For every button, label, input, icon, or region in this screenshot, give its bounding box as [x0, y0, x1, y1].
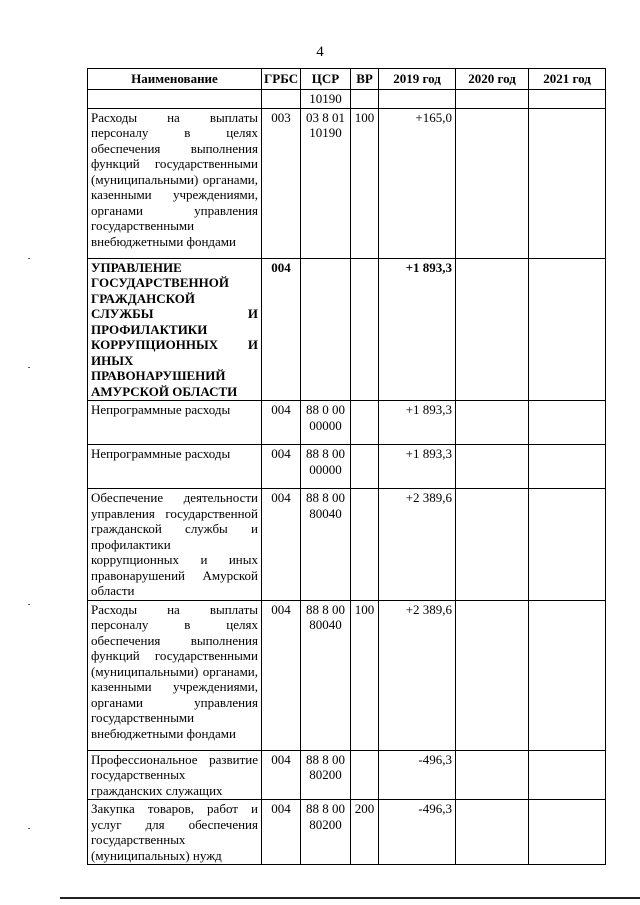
table-row	[88, 90, 606, 109]
row-amount-2021	[529, 445, 606, 489]
table-row	[88, 401, 606, 445]
row-name: УПРАВЛЕНИЕ ГОСУДАРСТВЕННОЙ ГРАЖДАНСКОЙ СЛУЖБЫ И ПРОФИЛАКТИКИ КОРРУПЦИОННЫХ И ИНЫХ ПРАВОНАРУШЕНИЙ АМУРСКОЙ ОБЛАСТИ	[88, 258, 262, 401]
row-amount-2020	[456, 401, 529, 445]
row-amount-2019: +2 389,6	[379, 600, 456, 750]
row-name: Закупка товаров, работ и услуг для обеспечения государственных (муниципальных) нужд	[88, 800, 262, 865]
row-vr	[351, 750, 379, 800]
row-vr	[351, 445, 379, 489]
row-amount-2021	[529, 489, 606, 601]
column-header-vr: ВР	[351, 69, 379, 90]
row-vr	[351, 258, 379, 401]
row-amount-2020	[456, 750, 529, 800]
row-vr	[351, 401, 379, 445]
row-grbs: 004	[262, 445, 301, 489]
row-grbs: 004	[262, 750, 301, 800]
table-header-row	[88, 69, 606, 90]
row-amount-2021	[529, 258, 606, 401]
row-csr: 88 8 00 80040	[301, 489, 351, 601]
row-grbs: 003	[262, 108, 301, 258]
row-amount-2021	[529, 600, 606, 750]
scan-mark	[28, 367, 30, 368]
row-vr: 100	[351, 600, 379, 750]
row-csr: 88 8 00 80200	[301, 750, 351, 800]
row-csr: 88 8 00 80040	[301, 600, 351, 750]
row-amount-2020	[456, 445, 529, 489]
row-amount-2019: +1 893,3	[379, 401, 456, 445]
table-row	[88, 489, 606, 601]
column-header-name: Наименование	[88, 69, 262, 90]
scan-mark	[28, 604, 30, 605]
row-vr	[351, 489, 379, 601]
table-row	[88, 800, 606, 865]
scan-mark	[28, 828, 30, 829]
row-amount-2020	[456, 489, 529, 601]
row-grbs: 004	[262, 800, 301, 865]
table-body	[88, 90, 606, 865]
row-name: Расходы на выплаты персоналу в целях обеспечения выполнения функций государственными (муниципальными) органами, казенными учреждениями, органами управления государственными внебюджетными фондами	[88, 108, 262, 258]
row-amount-2021	[529, 401, 606, 445]
row-name: Профессиональное развитие государственных гражданских служащих	[88, 750, 262, 800]
row-vr: 200	[351, 800, 379, 865]
row-csr: 10190	[301, 90, 351, 109]
row-name: Обеспечение деятельности управления государственной гражданской службы и профилактики коррупционных и иных правонарушений Амурской области	[88, 489, 262, 601]
row-grbs: 004	[262, 489, 301, 601]
page-number: 4	[316, 44, 324, 60]
table-row	[88, 445, 606, 489]
row-csr: 88 0 00 00000	[301, 401, 351, 445]
table-row	[88, 750, 606, 800]
row-amount-2020	[456, 90, 529, 109]
column-header-grbs: ГРБС	[262, 69, 301, 90]
row-grbs	[262, 90, 301, 109]
row-grbs: 004	[262, 258, 301, 401]
row-amount-2019: +1 893,3	[379, 258, 456, 401]
row-amount-2021	[529, 90, 606, 109]
row-csr: 88 8 00 80200	[301, 800, 351, 865]
row-name: Расходы на выплаты персоналу в целях обеспечения выполнения функций государственными (муниципальными) органами, казенными учреждениями, органами управления государственными внебюджетными фондами	[88, 600, 262, 750]
column-header-2020: 2020 год	[456, 69, 529, 90]
row-vr: 100	[351, 108, 379, 258]
row-name: Непрограммные расходы	[88, 445, 262, 489]
scan-edge-line	[60, 897, 640, 899]
row-csr: 03 8 01 10190	[301, 108, 351, 258]
row-amount-2019: +2 389,6	[379, 489, 456, 601]
table-row	[88, 258, 606, 401]
row-csr	[301, 258, 351, 401]
table-row	[88, 600, 606, 750]
row-amount-2019: -496,3	[379, 750, 456, 800]
row-name: Непрограммные расходы	[88, 401, 262, 445]
row-amount-2021	[529, 750, 606, 800]
row-amount-2021	[529, 108, 606, 258]
row-csr: 88 8 00 00000	[301, 445, 351, 489]
row-amount-2020	[456, 600, 529, 750]
row-vr	[351, 90, 379, 109]
scan-mark	[28, 258, 30, 259]
row-amount-2020	[456, 800, 529, 865]
row-amount-2019: +165,0	[379, 108, 456, 258]
row-amount-2019	[379, 90, 456, 109]
column-header-2019: 2019 год	[379, 69, 456, 90]
column-header-2021: 2021 год	[529, 69, 606, 90]
row-grbs: 004	[262, 600, 301, 750]
column-header-csr: ЦСР	[301, 69, 351, 90]
row-amount-2020	[456, 258, 529, 401]
row-amount-2019: -496,3	[379, 800, 456, 865]
table-row	[88, 108, 606, 258]
row-name	[88, 90, 262, 109]
row-amount-2019: +1 893,3	[379, 445, 456, 489]
row-amount-2021	[529, 800, 606, 865]
row-amount-2020	[456, 108, 529, 258]
budget-table	[87, 68, 606, 865]
row-grbs: 004	[262, 401, 301, 445]
